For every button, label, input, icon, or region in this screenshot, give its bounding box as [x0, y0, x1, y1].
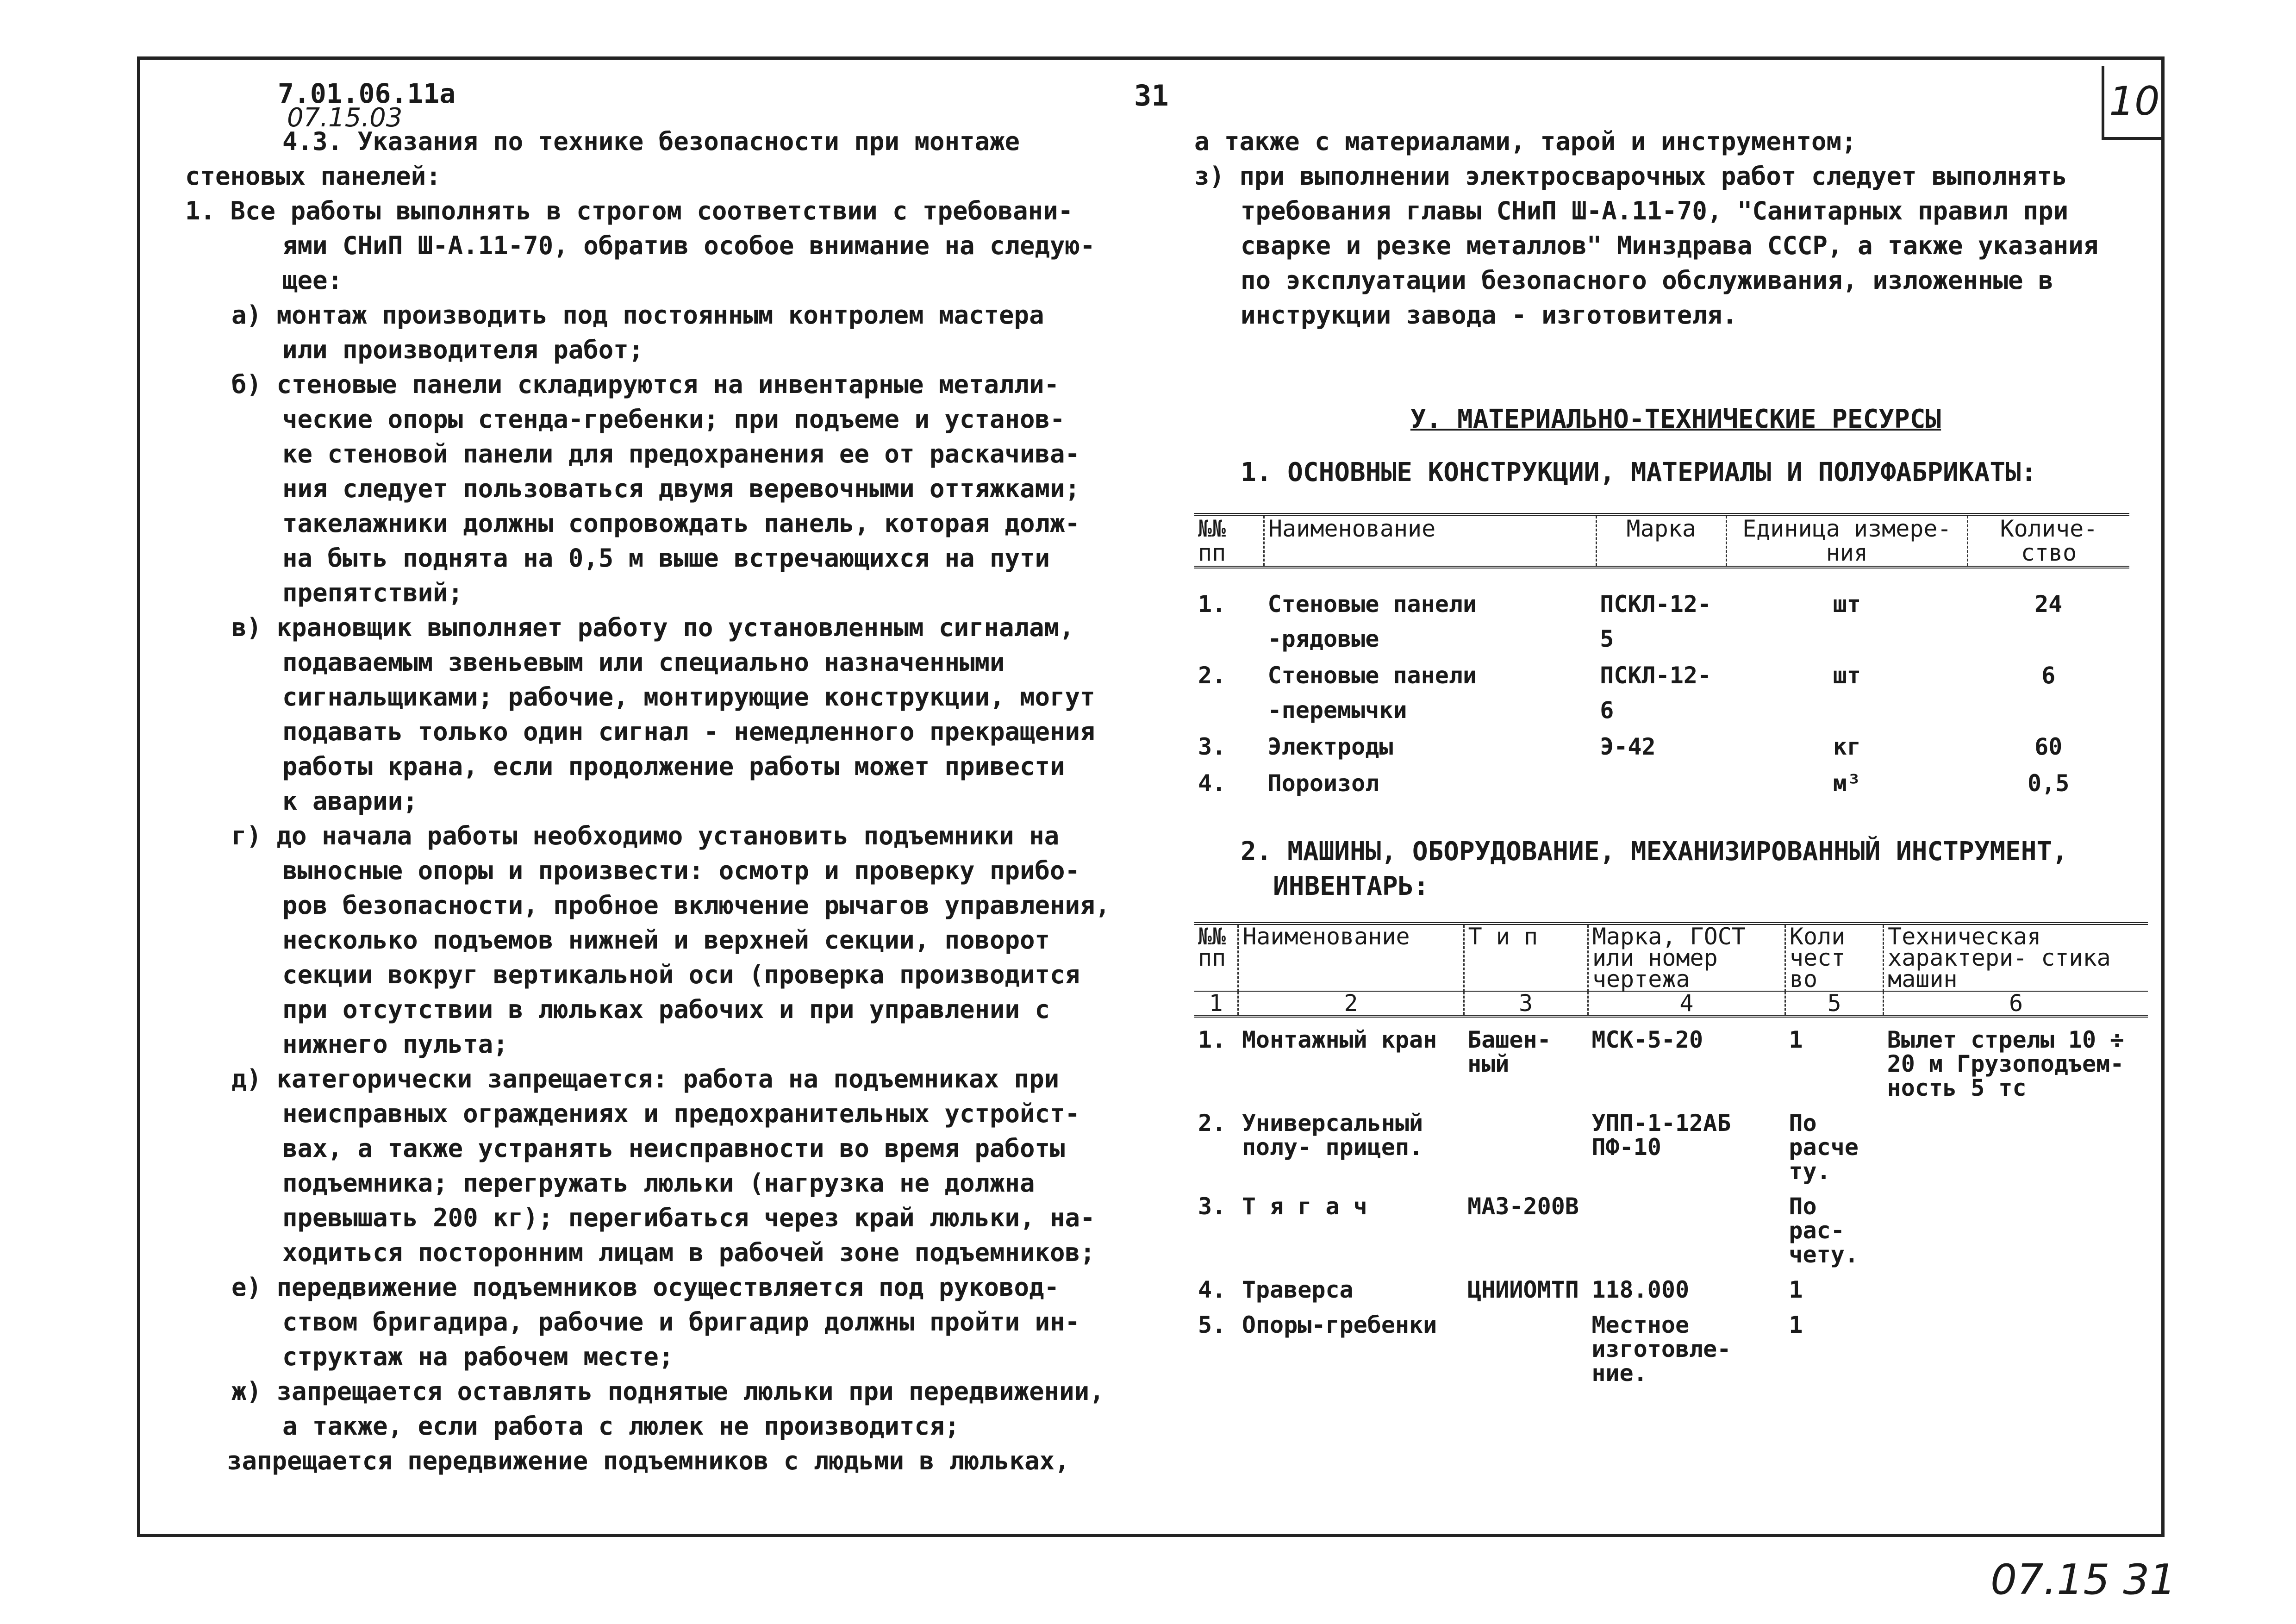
left-text-line: ров безопасности, пробное включение рычагов управления, — [282, 891, 1111, 920]
machines-cell — [1588, 1184, 1785, 1268]
machines-cell: 4. — [1198, 1276, 1226, 1303]
left-text-line: е) передвижение подъемников осуществляется под руковод- — [231, 1273, 1060, 1302]
materials-table-row — [1194, 729, 2129, 765]
materials-cell: 1. — [1198, 591, 1226, 618]
page-number: 31 — [1134, 79, 1169, 112]
left-text-line: нижнего пульта; — [282, 1030, 508, 1059]
materials-cell: 24 — [2034, 591, 2063, 618]
subsection-2-line-1: 2. МАШИНЫ, ОБОРУДОВАНИЕ, МЕХАНИЗИРОВАННЫЙ ИНСТРУМЕНТ, — [1241, 837, 2068, 867]
machines-cell: МСК-5-20 — [1591, 1026, 1703, 1053]
left-text-line: подавать только один сигнал - немедленного прекращения — [282, 717, 1095, 746]
left-text-line: сигнальщиками; рабочие, монтирующие конструкции, могут — [282, 682, 1095, 712]
left-text-line: препятствий; — [282, 578, 463, 607]
left-text-line: работы крана, если продолжение работы может привести — [282, 752, 1065, 781]
materials-cell: Пороизол — [1267, 770, 1379, 797]
right-text-line: инструкции завода - изготовителя. — [1241, 300, 1737, 330]
left-text-line: такелажники должны сопровождать панель, которая долж- — [282, 509, 1080, 538]
left-text-line: подъемника; перегружать люльки (нагрузка не должна — [282, 1168, 1035, 1198]
left-text-line: д) категорически запрещается: работа на подъемниках при — [231, 1064, 1060, 1093]
left-text-line: подаваемым звеньевым или специально назначенными — [282, 648, 1005, 677]
machines-column-number: 1 — [1209, 990, 1223, 1017]
machines-cell — [1884, 1303, 2148, 1386]
right-text-line: требования главы СНиП Ш-А.11-70, "Санитарных правил при — [1241, 196, 2069, 225]
materials-table-row — [1194, 567, 2129, 657]
machines-cell: 1. — [1198, 1026, 1226, 1053]
left-text-line: в) крановщик выполняет работу по установленным сигналам, — [231, 613, 1074, 642]
materials-cell: 0,5 — [2028, 770, 2070, 797]
right-text-line: з) при выполнении электросварочных работ следует выполнять — [1194, 162, 2067, 191]
left-text-line: б) стеновые панели складируются на инвентарные металли- — [231, 370, 1060, 399]
machines-cell: 2. — [1198, 1110, 1226, 1137]
machines-table-row — [1194, 1184, 2148, 1268]
right-text-block — [1194, 124, 2157, 332]
machines-table-row — [1194, 1101, 2148, 1184]
materials-header-cell: Марка — [1596, 514, 1726, 567]
machines-header-cell: №№ пп — [1198, 923, 1226, 971]
machines-header-cell: Коли чест во — [1785, 924, 1883, 991]
materials-table — [1194, 513, 2129, 802]
machines-header-cell: Техническая характери- стика машин — [1884, 924, 2148, 991]
materials-cell — [1596, 765, 1726, 802]
right-column — [1194, 124, 2157, 1386]
left-text-line: а) монтаж производить под постоянным контролем мастера — [231, 300, 1044, 330]
materials-cell: шт — [1833, 662, 1861, 689]
machines-table-header — [1194, 924, 2148, 991]
materials-cell: 60 — [2034, 733, 2063, 760]
left-text-line: запрещается передвижение подъемников с людьми в люльках, — [227, 1446, 1070, 1475]
machines-cell: 1 — [1789, 1312, 1803, 1338]
materials-cell: Электроды — [1267, 733, 1393, 760]
materials-cell: 2. — [1198, 662, 1226, 689]
machines-cell: МАЗ-200В — [1467, 1193, 1579, 1220]
left-text-line: неисправных ограждениях и предохранительных устройст- — [282, 1099, 1080, 1128]
machines-cell: По рас- чету. — [1789, 1193, 1859, 1268]
materials-header-cell: Наименование — [1264, 514, 1597, 567]
left-text-line: ями СНиП Ш-А.11-70, обратив особое внимание на следую- — [282, 231, 1095, 260]
left-text-line: несколько подъемов нижней и верхней секции, поворот — [282, 925, 1050, 955]
machines-column-number: 2 — [1238, 991, 1464, 1016]
left-text-line: ж) запрещается оставлять поднятые люльки при передвижении, — [231, 1377, 1104, 1406]
subsection-2-line-2: ИНВЕНТАРЬ: — [1273, 871, 1429, 901]
right-text-line: по эксплуатации безопасного обслуживания, изложенные в — [1241, 266, 2053, 295]
machines-table-row — [1194, 1303, 2148, 1386]
left-text-line: при отсутствии в люльках рабочих и при управлении с — [282, 995, 1050, 1024]
machines-column-number: 3 — [1464, 991, 1588, 1016]
right-text-line: а также с материалами, тарой и инструментом; — [1194, 127, 1857, 156]
left-text-line: превышать 200 кг); перегибаться через край люльки, на- — [282, 1203, 1095, 1232]
materials-cell: Э-42 — [1600, 733, 1656, 760]
machines-table — [1194, 922, 2148, 1386]
left-text-line: выносные опоры и произвести: осмотр и проверку прибо- — [282, 856, 1080, 885]
machines-cell: По расче ту. — [1789, 1110, 1859, 1185]
machines-column-number: 6 — [1884, 991, 2148, 1016]
machines-table-row — [1194, 1016, 2148, 1101]
materials-cell: 6 — [2041, 662, 2056, 689]
machines-cell — [1884, 1268, 2148, 1303]
left-text-line: структаж на рабочем месте; — [282, 1342, 674, 1371]
left-text-line: ческие опоры стенда-гребенки; при подъеме и установ- — [282, 405, 1065, 434]
left-text-line: ходиться посторонним лицам в рабочей зоне подъемников; — [282, 1238, 1095, 1267]
sheet-number: 10 — [2109, 78, 2160, 125]
left-text-line: г) до начала работы необходимо установить подъемники на — [231, 821, 1060, 850]
materials-header-cell: Единица измере- ния — [1726, 514, 1967, 567]
materials-cell: ПСКЛ-12-5 — [1600, 591, 1712, 652]
machines-cell — [1464, 1101, 1588, 1184]
machines-column-number: 5 — [1785, 991, 1883, 1016]
subsection-2-title — [1194, 834, 2157, 904]
machines-cell: УПП-1-12АБ ПФ-10 — [1591, 1110, 1731, 1161]
document-code: 7.01.06.11а — [278, 78, 456, 109]
machines-cell: 5. — [1198, 1312, 1226, 1338]
machines-cell — [1884, 1184, 2148, 1268]
left-text-line: на быть поднята на 0,5 м выше встречающихся на пути — [282, 543, 1050, 573]
materials-cell: кг — [1833, 733, 1861, 760]
left-text-line: секции вокруг вертикальной оси (проверка производится — [282, 960, 1080, 989]
left-text-line: к аварии; — [282, 787, 418, 816]
materials-table-body — [1194, 567, 2129, 802]
machines-table-column-numbers — [1194, 991, 2148, 1016]
machines-header-cell: Марка, ГОСТ или номер чертежа — [1588, 924, 1785, 991]
materials-header-cell: Количе- ство — [1967, 514, 2129, 567]
machines-cell — [1464, 1303, 1588, 1386]
materials-table-row — [1194, 657, 2129, 729]
machines-header-cell: Т и п — [1464, 924, 1588, 991]
materials-cell: м³ — [1833, 770, 1861, 797]
left-text-line: или производителя работ; — [282, 335, 644, 364]
machines-cell: 118.000 — [1591, 1276, 1690, 1303]
machines-cell: Траверса — [1242, 1276, 1354, 1303]
handwritten-date-bottom: 07.15 31 — [1990, 1555, 2176, 1604]
machines-cell: 1 — [1789, 1276, 1803, 1303]
section-title — [1194, 402, 2157, 437]
machines-cell: Монтажный кран — [1242, 1026, 1437, 1053]
left-text-line: ке стеновой панели для предохранения ее от раскачива- — [282, 439, 1080, 468]
materials-table-row — [1194, 765, 2129, 802]
materials-cell: 4. — [1198, 770, 1226, 797]
machines-table-body — [1194, 1016, 2148, 1386]
subsection-1-title: 1. ОСНОВНЫЕ КОНСТРУКЦИИ, МАТЕРИАЛЫ И ПОЛУФАБРИКАТЫ: — [1241, 457, 2037, 487]
machines-cell: 1 — [1789, 1026, 1803, 1053]
left-text-line: стеновых панелей: — [185, 162, 441, 191]
left-text-line: а также, если работа с люлек не производится; — [282, 1412, 960, 1441]
materials-cell: ПСКЛ-12-6 — [1600, 662, 1712, 724]
machines-cell: 3. — [1198, 1193, 1226, 1220]
left-text-line: 4.3. Указания по технике безопасности при монтаже — [282, 127, 1020, 156]
machines-table-row — [1194, 1268, 2148, 1303]
machines-column-number: 4 — [1588, 991, 1785, 1016]
materials-cell: Стеновые панели -перемычки — [1267, 662, 1477, 724]
machines-cell: Универсальный полу- прицеп. — [1242, 1110, 1423, 1161]
section-title-text: У. МАТЕРИАЛЬНО-ТЕХНИЧЕСКИЕ РЕСУРСЫ — [1410, 404, 1941, 434]
left-text-line: ния следует пользоваться двумя веревочными оттяжками; — [282, 474, 1080, 503]
materials-cell: Стеновые панели -рядовые — [1267, 591, 1477, 652]
materials-table-header — [1194, 514, 2129, 567]
materials-cell: шт — [1833, 591, 1861, 618]
left-column — [185, 124, 1148, 1478]
machines-cell: Опоры-гребенки — [1242, 1312, 1437, 1338]
left-text-line: вах, а также устранять неисправности во время работы — [282, 1134, 1065, 1163]
machines-cell: Местное изготовле- ние. — [1591, 1312, 1731, 1387]
machines-cell: Т я г а ч — [1242, 1193, 1367, 1220]
machines-header-cell: Наименование — [1238, 924, 1464, 991]
left-text-line: 1. Все работы выполнять в строгом соответствии с требовани- — [185, 196, 1073, 225]
left-text-line: ством бригадира, рабочие и бригадир должны пройти ин- — [282, 1307, 1080, 1337]
materials-cell: 3. — [1198, 733, 1226, 760]
machines-cell: Вылет стрелы 10 ÷ 20 м Грузоподъем- ность 5 тс — [1887, 1026, 2124, 1101]
right-text-line: сварке и резке металлов" Минздрава СССР, а также указания — [1241, 231, 2099, 260]
machines-cell: ЦНИИОМТП — [1467, 1276, 1579, 1303]
materials-header-cell: №№ пп — [1198, 515, 1226, 566]
handwritten-date-top: 07.15.03 — [287, 103, 403, 133]
machines-cell — [1884, 1101, 2148, 1184]
left-text-line: щее: — [282, 266, 343, 295]
machines-cell: Башен- ный — [1467, 1026, 1551, 1077]
